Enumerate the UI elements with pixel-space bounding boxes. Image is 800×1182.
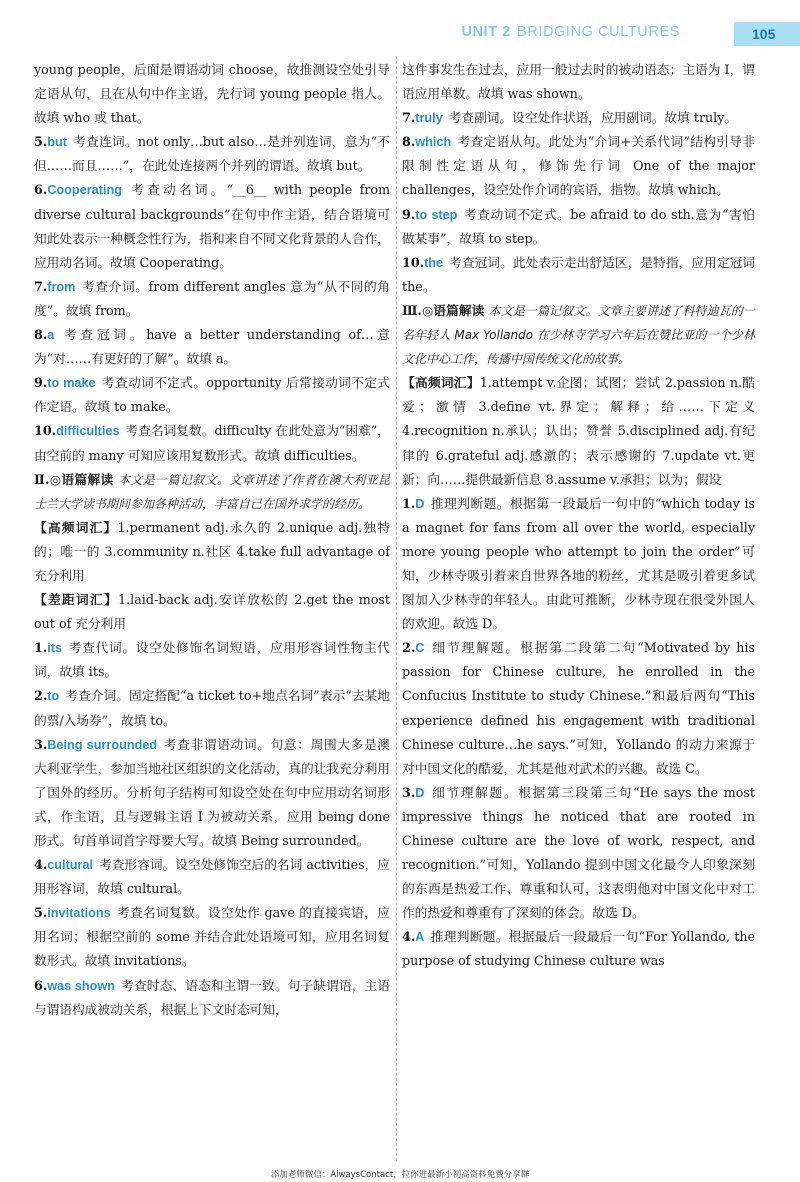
answer-item	[34, 371, 390, 419]
item-answer: to	[47, 689, 60, 704]
answer-item	[34, 974, 390, 1022]
unit-title: UNIT 2 BRIDGING CULTURES	[461, 24, 680, 40]
answer-item	[34, 275, 390, 323]
section-3-heading: Ⅲ.◎语篇解读 本文是一篇记叙文。文章主要讲述了科特迪瓦的一名年轻人 Max Yollando 在少林寺学习六年后在赞比亚的一个少林文化中心工作，传播中国传统文化的故事。	[402, 302, 755, 367]
item-number: 4.	[34, 857, 48, 873]
right-intro: 这件事发生在过去，应用一般过去时的被动语态；主语为 I，谓语应用单数。故填 was shown。	[402, 62, 755, 102]
item-answer: but	[47, 135, 67, 150]
vocab-high-frequency-2: 【高频词汇】1.attempt v.企图；试图；尝试 2.passion n.酷爱；激情 3.define vt.界定；解释；给……下定义 4.recognition n.承认；认出；赞誉 5.disciplined adj.有纪律的 6.grateful adj.感激的；表示感谢的 7.update vt.更新；向……提供最新信息 8.assume v.承担；以为；假设	[402, 375, 755, 487]
item-answer: was shown	[47, 978, 116, 993]
item-explanation: 考查代词。设空处修饰名词短语，应用形容词性物主代词，故填 its。	[34, 640, 390, 680]
item-number: 4.	[402, 929, 416, 945]
item-explanation: 考查连词。not only…but also…是并列连词，意为“不但……而且……”，在此处连接两个并列的谓语。故填 but。	[34, 134, 390, 174]
answer-item	[402, 781, 755, 926]
item-number: 1.	[402, 495, 416, 511]
item-explanation: 考查名词复数。difficulty 在此处意为“困难”，由空前的 many 可知应该用复数形式。故填 difficulties。	[34, 423, 390, 463]
answer-item	[402, 106, 755, 130]
item-explanation: 考查非谓语动词。句意：周围大多是澳大利亚学生，参加当地社区组织的文化活动，真的让我充分利用了国外的经历。分析句子结构可知设空处在句中应用动名词形式，作主语，且与逻辑主语 I 为被动关系，应用 being done 形式。句首单词首字母要大写。故填 Being surrounded。	[34, 736, 390, 848]
item-answer: from	[47, 279, 76, 294]
item-answer: to make	[47, 376, 96, 391]
item-number: 1.	[34, 640, 48, 656]
footer-note: 添加老师微信：AlwaysContact，拉你进最新小初高资料免费分享群	[270, 1170, 530, 1180]
item-number: 2.	[34, 688, 48, 704]
answer-item	[34, 853, 390, 901]
answer-item	[34, 684, 390, 732]
answer-item	[402, 203, 755, 251]
item-answer: C	[415, 641, 425, 656]
left-intro: young people，后面是谓语动词 choose，故推测设空处引导定语从句，且在从句中作主语，先行词 young people 指人。故填 who 或 that。	[34, 62, 390, 126]
item-number: 7.	[34, 278, 48, 294]
item-explanation: 考查定语从句。此处为“介词+关系代词”结构引导非限制性定语从句，修饰先行词 One of the major challenges，设空处作介词的宾语，指物。故填 which。	[402, 134, 755, 198]
item-number: 2.	[402, 640, 416, 656]
item-answer: cultural	[47, 858, 94, 873]
item-answer: truly	[415, 111, 443, 126]
item-number: 5.	[34, 134, 48, 150]
item-explanation: 细节理解题。根据第二段第二句“Motivated by his passion for Chinese culture, he enrolled in the Confucius Institute to study Chinese.”和最后两句“This experience defined his engagement with traditional Chinese culture…he says.”可知，Yollando 的动力来源于对中国文化的酷爱，尤其是他对武术的兴趣。故选 C。	[402, 640, 755, 776]
left-column	[34, 58, 390, 1158]
item-answer: which	[415, 135, 452, 150]
item-answer: Cooperating	[47, 183, 122, 198]
item-explanation: 考查介词。from different angles 意为“从不同的角度”。故填 from。	[34, 278, 390, 318]
item-answer: its	[47, 641, 63, 656]
answer-item	[34, 323, 390, 371]
item-answer: to step	[415, 207, 458, 222]
answer-item	[34, 419, 390, 467]
item-number: 5.	[34, 905, 48, 921]
vocab-gap: 【差距词汇】1.laid-back adj.安详放松的 2.get the most out of 充分利用	[34, 592, 390, 632]
item-answer: invitations	[47, 906, 111, 921]
item-explanation: 考查介词。固定搭配“a ticket to+地点名词”表示“去某地的票/入场券”，故填 to。	[34, 688, 390, 728]
item-number: 9.	[402, 206, 416, 222]
item-explanation: 考查副词。设空处作状语，应用副词。故填 truly。	[448, 110, 738, 126]
vocab-high-frequency: 【高频词汇】1.permanent adj.永久的 2.unique adj.独特的；唯一的 3.community n.社区 4.take full advantage of 充分利用	[34, 519, 390, 583]
item-explanation: 考查动词不定式。be afraid to do sth.意为“害怕做某事”，故填 to step。	[402, 206, 755, 246]
item-answer: a	[47, 328, 55, 343]
answer-item	[402, 636, 755, 781]
answer-item	[34, 901, 390, 973]
item-explanation: 推理判断题。根据最后一段最后一句“For Yollando, the purpose of studying Chinese culture was	[402, 929, 755, 969]
answer-item	[34, 178, 390, 274]
item-explanation: 推理判断题。根据第一段最后一句中的“which today is a magnet for fans from all over the world, especially more young people who attempt to join the order”可知，少林寺吸引着来自世界各地的粉丝，尤其是吸引着更多试图加入少林寺的年轻人。由此可推断，少林寺现在很受外国人的欢迎。故选 D。	[402, 495, 755, 632]
item-explanation: 考查冠词。此处表示走出舒适区，是特指，应用定冠词 the。	[402, 254, 755, 294]
item-number: 6.	[34, 977, 48, 993]
right-column	[402, 58, 755, 1158]
item-number: 8.	[402, 134, 416, 150]
page-header	[0, 0, 800, 50]
page-number: 105	[734, 22, 800, 46]
answer-item	[402, 925, 755, 973]
item-explanation: 细节理解题。根据第三段第三句“He says the most impressive things he noticed that are rooted in Chinese culture are the love of work, respect, and recognition.”可知，Yollando 提到中国文化最令人印象深刻的东西是热爱工作、尊重和认可，这表明他对中国文化中对工作的热爱和尊重有了深刻的体会。故选 D。	[402, 784, 755, 921]
item-answer: difficulties	[56, 424, 120, 439]
item-explanation: 考查名词复数。设空处作 gave 的直接宾语，应用名词；根据空前的 some 并结合此处语境可知，应用名词复数形式。故填 invitations。	[34, 905, 390, 969]
item-number: 9.	[34, 375, 48, 391]
item-answer: A	[415, 930, 425, 945]
item-number: 3.	[34, 736, 48, 752]
item-explanation: 考查动词不定式。opportunity 后常接动词不定式作定语。故填 to make。	[34, 375, 390, 415]
item-answer: D	[415, 496, 425, 511]
item-answer: Being surrounded	[47, 737, 158, 752]
item-explanation: 考查时态、语态和主谓一致。句子缺谓语，主语与谓语构成被动关系，根据上下文时态可知，	[34, 977, 390, 1017]
answer-item	[34, 636, 390, 684]
item-answer: the	[424, 255, 444, 270]
answer-item	[402, 492, 755, 637]
item-number: 10.	[402, 254, 425, 270]
item-number: 8.	[34, 327, 48, 343]
item-answer: D	[415, 785, 425, 800]
answer-item	[402, 130, 755, 202]
item-number: 10.	[34, 423, 57, 439]
column-divider	[396, 56, 397, 1161]
answer-item	[34, 733, 390, 853]
item-explanation: 考查冠词。have a better understanding of…意为“对……有更好的了解”。故填 a。	[34, 327, 390, 367]
item-number: 6.	[34, 182, 48, 198]
answer-item	[34, 130, 390, 178]
item-explanation: 考查形容词。设空处修饰空后的名词 activities，应用形容词，故填 cultural。	[34, 857, 390, 897]
item-explanation: 考查动名词。“__6__ with people from diverse cultural backgrounds”在句中作主语，结合语境可知此处表示一种概念性行为，指和来自不同文化背景的人合作，应用动名词。故填 Cooperating。	[34, 182, 390, 270]
section-2-heading: Ⅱ.◎语篇解读 本文是一篇记叙文。文章讲述了作者在澳大利亚昆士兰大学读书期间参加各种活动，丰富自己在国外求学的经历。	[34, 471, 390, 511]
answer-item	[402, 251, 755, 299]
item-number: 7.	[402, 110, 416, 126]
item-number: 3.	[402, 784, 416, 800]
